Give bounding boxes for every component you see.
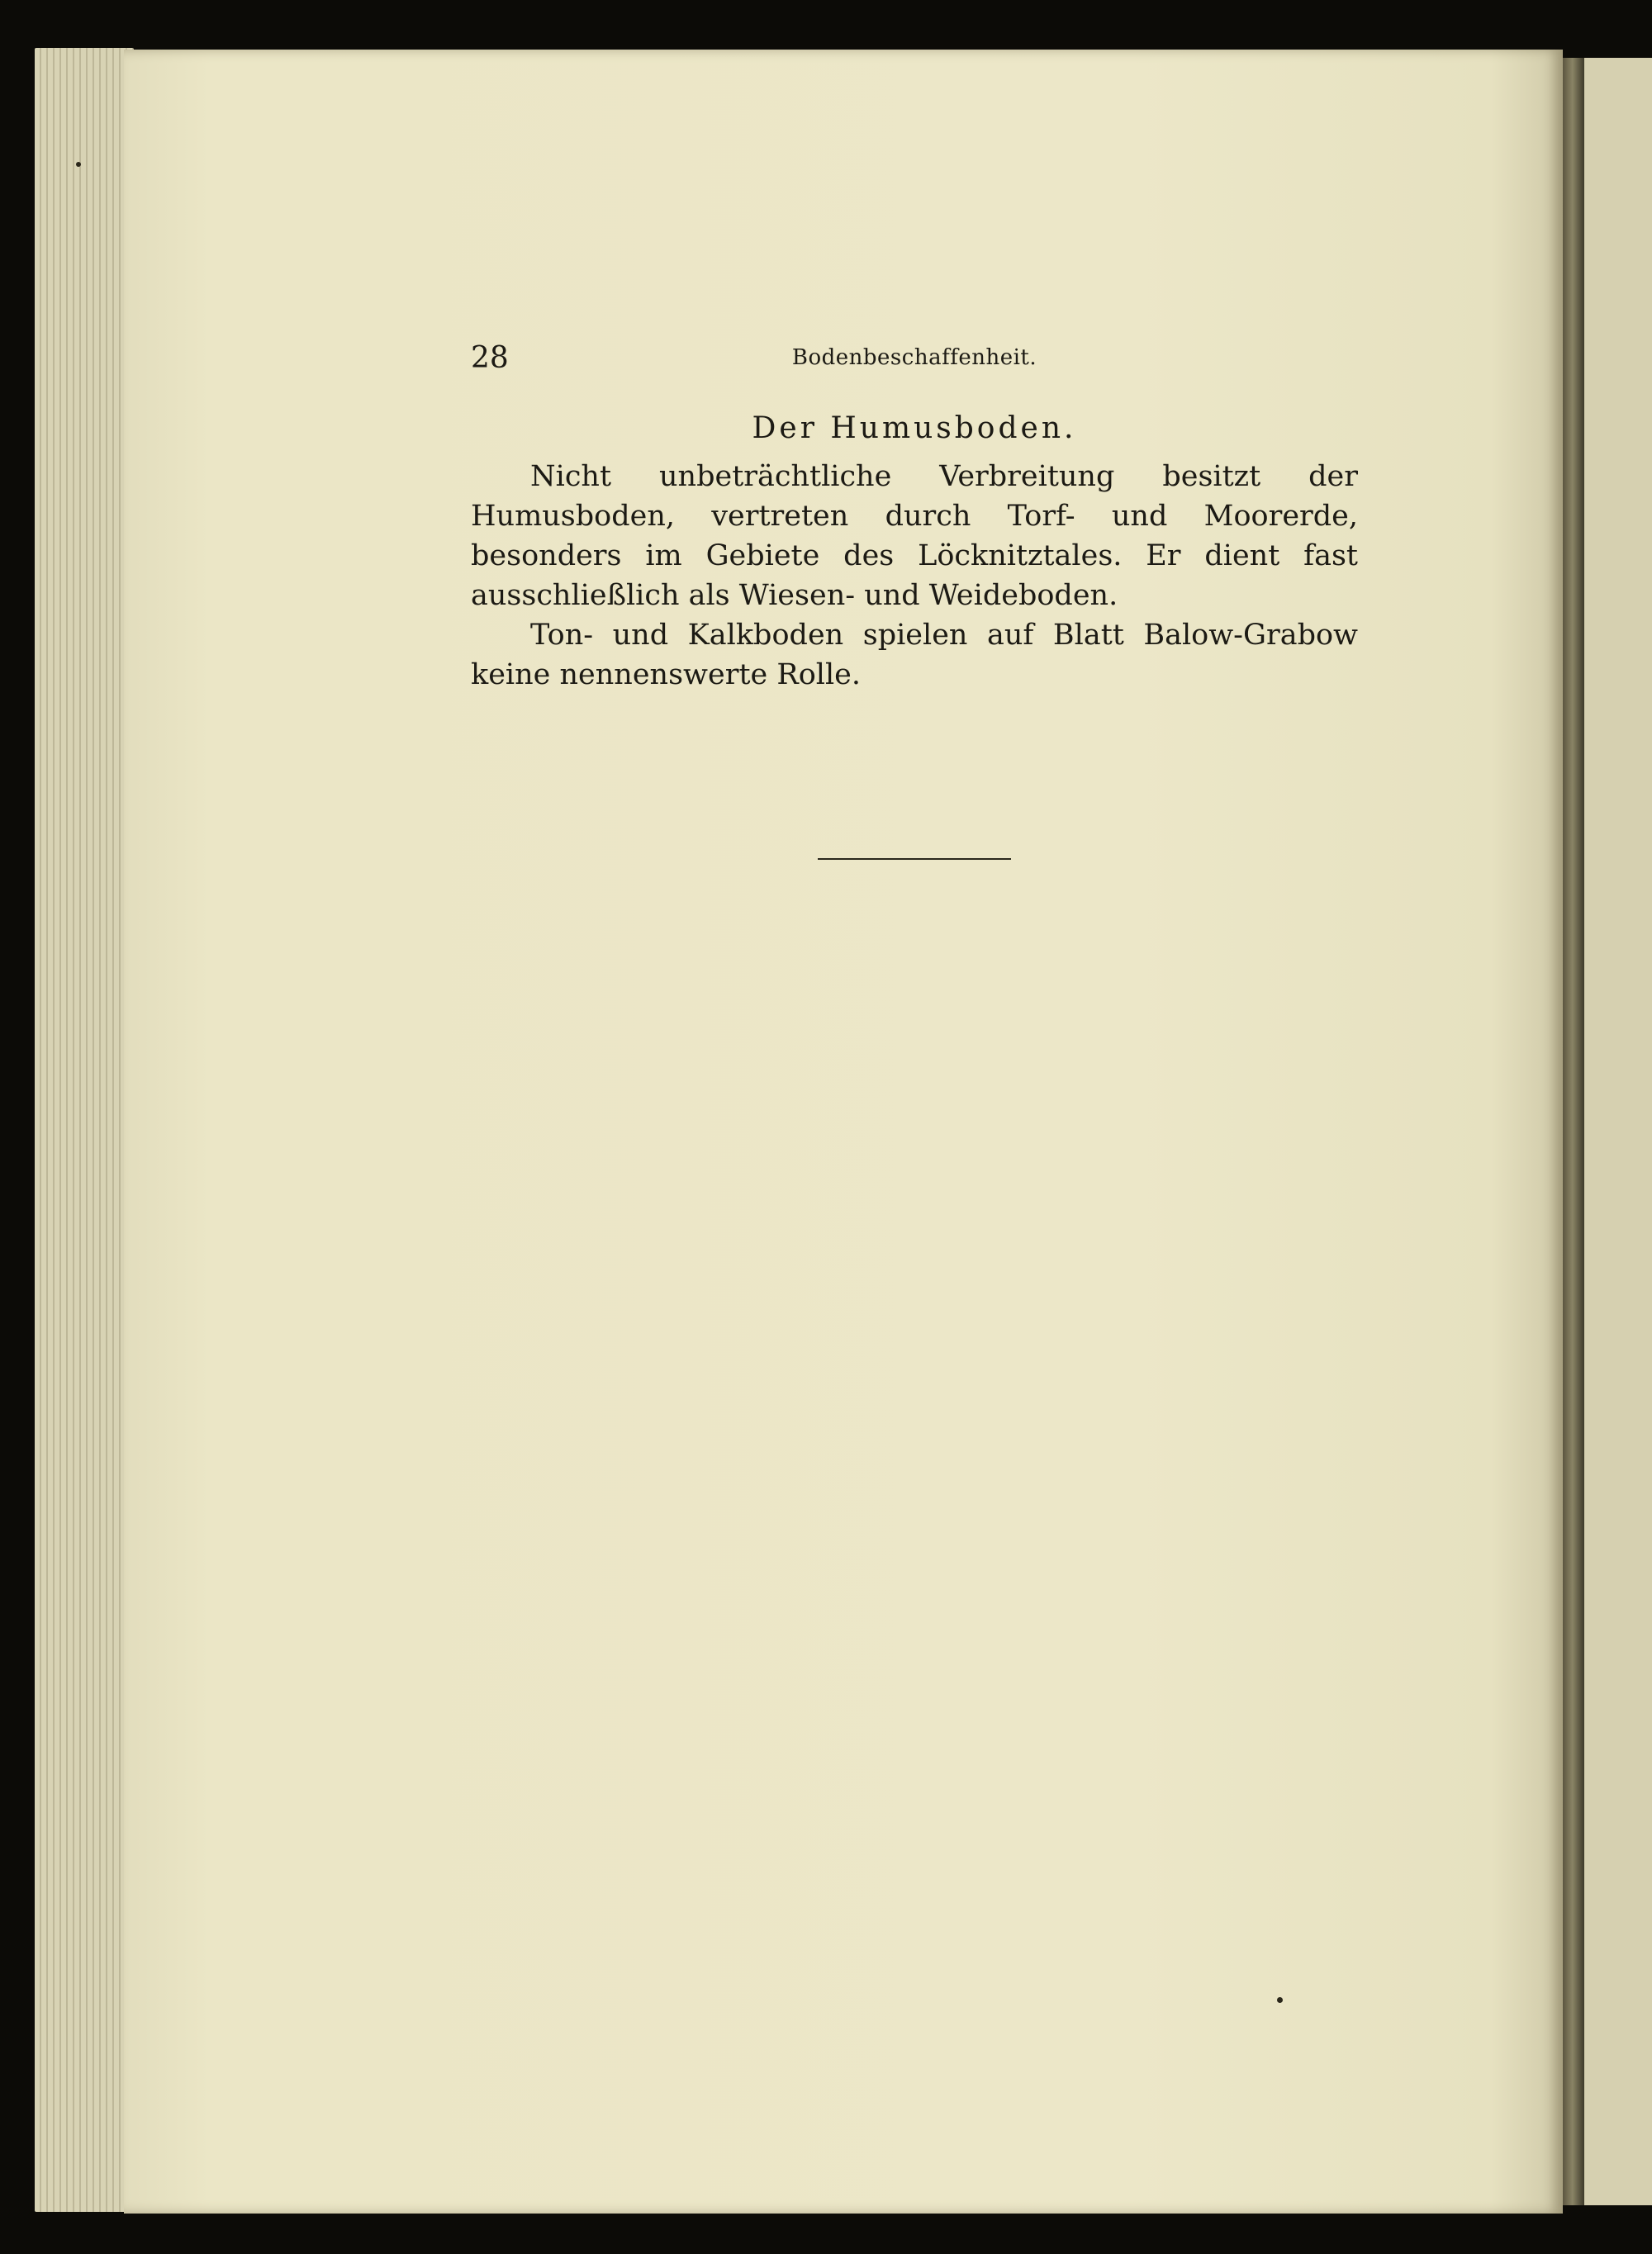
paper-speck	[76, 162, 81, 167]
page-number: 28	[471, 341, 509, 375]
section-title: Der Humusboden.	[752, 411, 1077, 445]
paper-speck	[1277, 1997, 1283, 2003]
running-head: Bodenbeschaffenheit.	[791, 345, 1037, 370]
text-block	[471, 330, 1358, 860]
section-divider-rule	[818, 858, 1011, 860]
book-gutter	[1563, 58, 1584, 2205]
facing-page-edge	[1584, 58, 1652, 2205]
paragraph: Nicht unbeträchtliche Verbreitung besitzt der Humusboden, vertreten durch Torf- und Moorerde, besonders im Gebiete des Löcknitztales. Er dient fast ausschließlich als Wiesen- und Weideboden.	[471, 459, 1358, 612]
page-header	[471, 330, 1358, 388]
stacked-page-edges	[35, 48, 134, 2212]
paragraph: Ton- und Kalkboden spielen auf Blatt Balow-Grabow keine nennenswerte Rolle.	[471, 618, 1358, 691]
